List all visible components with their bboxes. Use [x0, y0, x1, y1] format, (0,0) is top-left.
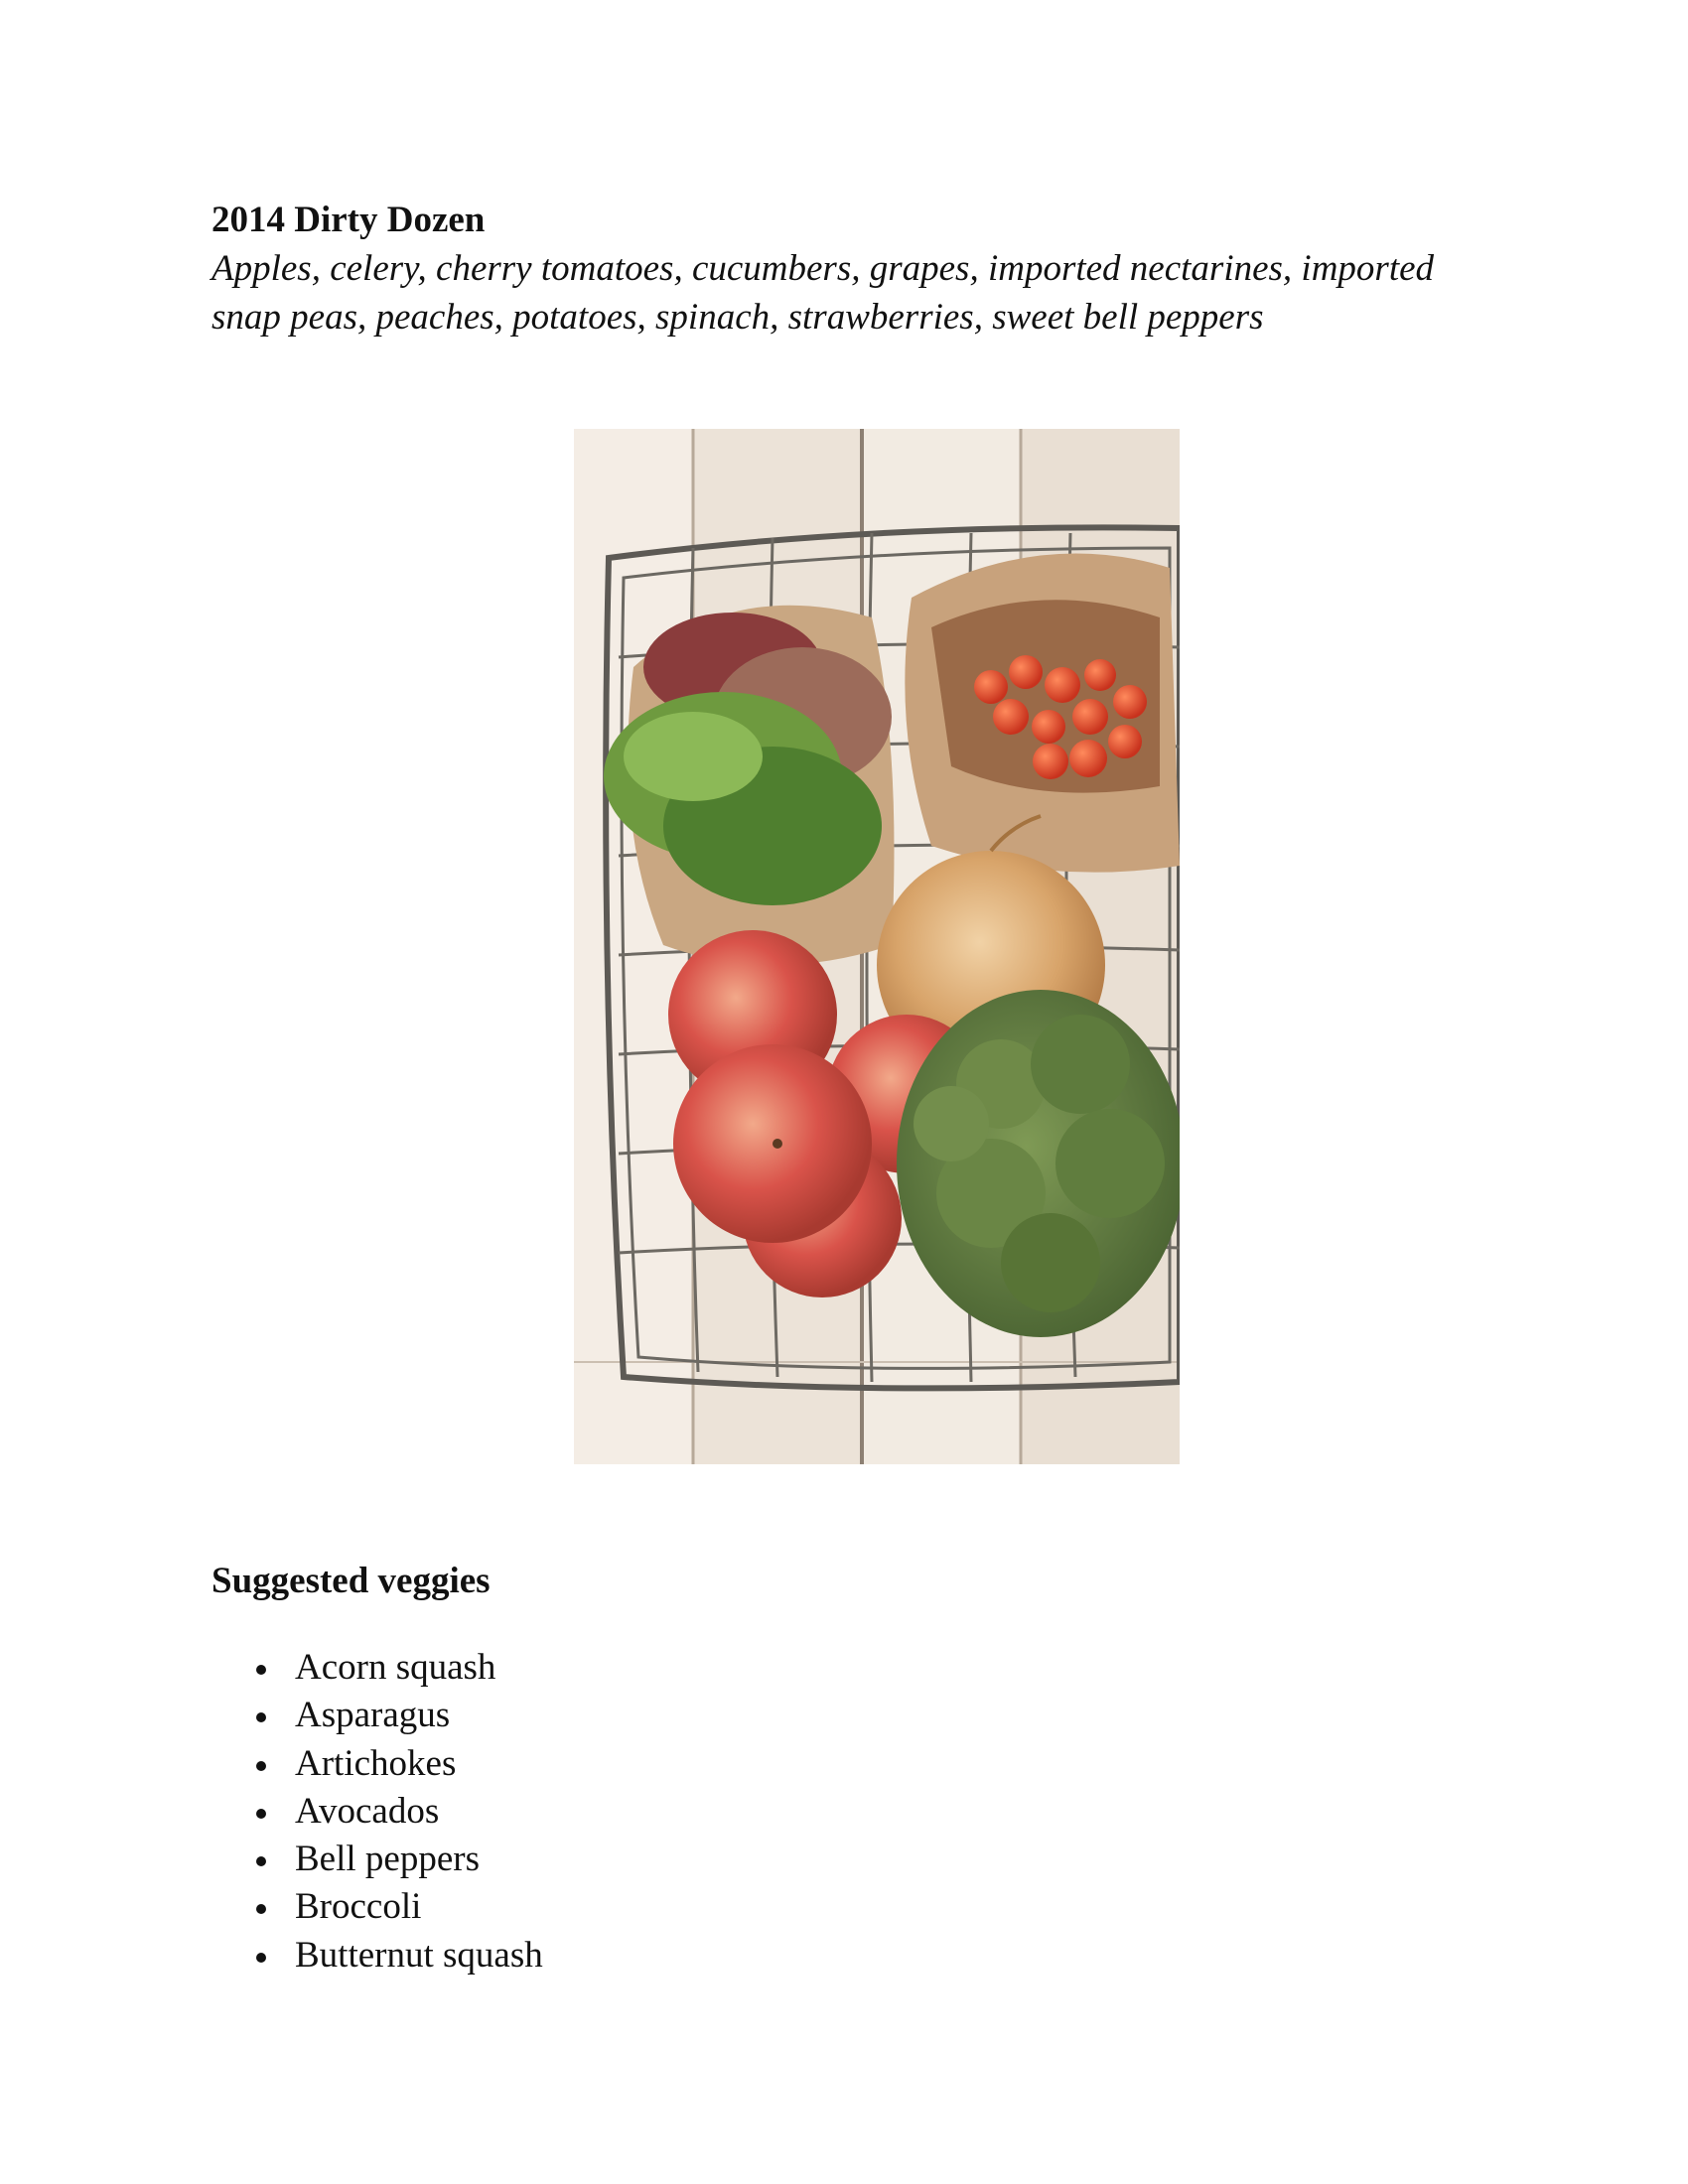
bullet-icon: [256, 1761, 266, 1771]
bullet-icon: [256, 1809, 266, 1819]
list-item: [211, 1692, 543, 1739]
bullet-icon: [256, 1856, 266, 1866]
list-item-label: Avocados: [295, 1790, 440, 1832]
bullet-icon: [256, 1665, 266, 1675]
bullet-icon: [256, 1953, 266, 1963]
dirty-dozen-list: Apples, celery, cherry tomatoes, cucumbers, grapes, imported nectarines, imported snap peas, peaches, potatoes, spinach, strawberries, sweet bell peppers: [211, 248, 1435, 338]
list-item-label: Butternut squash: [295, 1934, 543, 1976]
produce-basket-photo: [574, 429, 1180, 1464]
list-item-label: Acorn squash: [295, 1647, 496, 1688]
list-item: [211, 1788, 543, 1836]
list-item: [211, 1644, 543, 1692]
list-item-label: Bell peppers: [295, 1839, 480, 1880]
list-item-label: Asparagus: [295, 1695, 451, 1736]
list-item: [211, 1836, 543, 1883]
bullet-icon: [256, 1904, 266, 1914]
suggested-veggies-list: [211, 1644, 543, 1979]
list-item-label: Artichokes: [295, 1742, 457, 1784]
list-item-label: Broccoli: [295, 1886, 422, 1928]
dirty-dozen-heading: 2014 Dirty Dozen: [211, 200, 486, 240]
list-item: [211, 1883, 543, 1931]
bullet-icon: [256, 1712, 266, 1722]
list-item: [211, 1740, 543, 1788]
list-item: [211, 1932, 543, 1979]
produce-basket-illustration: [574, 429, 1180, 1464]
suggested-veggies-heading: Suggested veggies: [211, 1561, 491, 1601]
